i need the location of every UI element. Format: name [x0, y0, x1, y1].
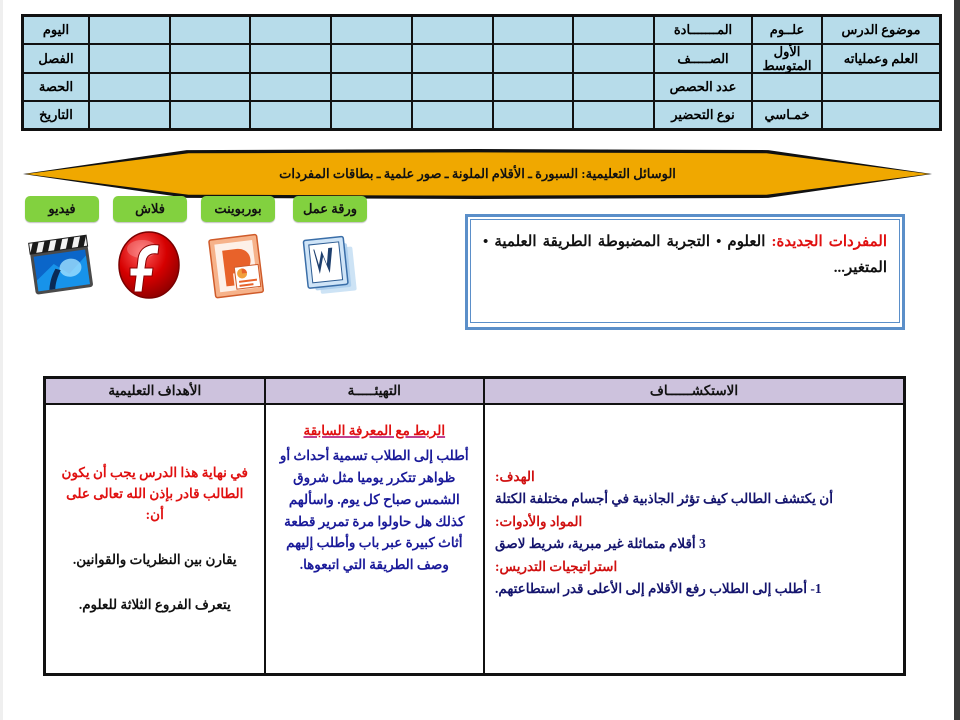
table-row	[45, 404, 905, 675]
info-blank-cell[interactable]	[493, 16, 574, 45]
new-vocabulary-body: العلوم • التجربة المضبوطة الطريقة العلمية • المتغير...	[483, 234, 887, 277]
info-blank-cell[interactable]	[573, 101, 654, 130]
info-blank-cell[interactable]	[89, 44, 170, 73]
info-label-subject: المـــــــادة	[654, 16, 752, 45]
exploration-goal-text: أن يكتشف الطالب كيف تؤثر الجاذبية في أجسام مختلفة الكتلة	[495, 490, 833, 506]
info-blank-cell[interactable]	[250, 73, 331, 101]
info-value-periods-extra[interactable]	[822, 73, 941, 101]
header-learning-objectives: الأهداف التعليمية	[45, 378, 265, 405]
exploration-goal-label: الهدف:	[495, 469, 535, 484]
info-value-prep-extra[interactable]	[822, 101, 941, 130]
new-vocabulary-label: المفردات الجديدة:	[771, 234, 887, 250]
media-item-flash	[111, 196, 187, 301]
media-item-video	[23, 196, 99, 301]
info-blank-cell[interactable]	[89, 16, 170, 45]
info-value-periods[interactable]	[752, 73, 822, 101]
info-blank-cell[interactable]	[493, 73, 574, 101]
info-blank-cell[interactable]	[493, 44, 574, 73]
info-blank-cell[interactable]	[412, 16, 493, 45]
flash-button[interactable]: فلاش	[113, 196, 187, 222]
info-label-prep-type: نوع التحضير	[654, 101, 752, 130]
powerpoint-icon[interactable]	[199, 229, 275, 301]
lesson-info-table	[21, 14, 942, 131]
table-row	[23, 73, 941, 101]
teaching-aids-banner	[23, 148, 932, 200]
objective-item-1: يقارن بين النظريات والقوانين.	[72, 551, 237, 567]
new-vocabulary-inner	[470, 219, 900, 323]
media-item-worksheet	[291, 196, 367, 301]
objectives-intro: في نهاية هذا الدرس يجب أن يكون الطالب قادر بإذن الله تعالى على أن:	[61, 465, 248, 522]
info-value-subject-topic: موضوع الدرس	[822, 16, 941, 45]
info-blank-cell[interactable]	[412, 73, 493, 101]
info-value-prep-type: خمـاسي	[752, 101, 822, 130]
exploration-content	[495, 467, 893, 600]
preparation-heading: الربط مع المعرفة السابقة	[303, 423, 446, 438]
new-vocabulary-text	[483, 229, 887, 282]
info-label-periods: عدد الحصص	[654, 73, 752, 101]
exploration-materials-text: 3 أقلام متماثلة غير مبرية، شريط لاصق	[495, 535, 706, 551]
info-blank-cell[interactable]	[573, 16, 654, 45]
info-value-lesson-title: العلم وعملياته	[822, 44, 941, 73]
info-blank-cell[interactable]	[170, 16, 251, 45]
info-blank-cell[interactable]	[331, 101, 412, 130]
info-blank-cell[interactable]	[331, 16, 412, 45]
info-blank-cell[interactable]	[331, 44, 412, 73]
info-blank-cell[interactable]	[493, 101, 574, 130]
info-label-period: الحصة	[23, 73, 90, 101]
exploration-strategies-label: استراتيجيات التدريس:	[495, 558, 618, 574]
info-blank-cell[interactable]	[250, 44, 331, 73]
exploration-materials-label: المواد والأدوات:	[495, 513, 583, 529]
lesson-plan-table-wrapper	[43, 376, 906, 676]
cell-preparation[interactable]	[265, 404, 485, 675]
info-blank-cell[interactable]	[412, 44, 493, 73]
preparation-body: أطلب إلى الطلاب تسمية أحداث أو ظواهر تتكرر يوميا مثل شروق الشمس صباح كل يوم. واسألهم كذلك هل حاولوا مرة تمرير قطعة أثاث كبيرة عبر باب وأطلب إليهم وصف الطريقة التي اتبعوها.	[279, 447, 469, 573]
word-document-icon[interactable]	[291, 229, 367, 301]
video-clapperboard-icon[interactable]	[23, 229, 99, 301]
info-label-day: اليوم	[23, 16, 90, 45]
powerpoint-button[interactable]: بوربوينت	[201, 196, 275, 222]
table-row	[23, 16, 941, 45]
info-blank-cell[interactable]	[573, 73, 654, 101]
info-label-class: الفصل	[23, 44, 90, 73]
worksheet-button[interactable]: ورقة عمل	[293, 196, 367, 222]
table-row	[23, 44, 941, 73]
header-exploration: الاستكشــــــاف	[484, 378, 904, 405]
lesson-plan-table	[43, 376, 906, 676]
info-value-grade: الأول المتوسط	[752, 44, 822, 73]
teaching-aids-banner-text: الوسائل التعليمية: السبورة ـ الأقلام الملونة ـ صور علمية ـ بطاقات المفردات	[279, 166, 676, 181]
info-label-date: التاريخ	[23, 101, 90, 130]
table-row	[23, 101, 941, 130]
info-blank-cell[interactable]	[250, 101, 331, 130]
objectives-content	[56, 463, 254, 616]
info-blank-cell[interactable]	[331, 73, 412, 101]
flash-player-icon[interactable]	[111, 229, 187, 301]
new-vocabulary-box	[465, 214, 905, 330]
cell-learning-objectives[interactable]	[45, 404, 265, 675]
info-label-grade: الصـــــف	[654, 44, 752, 73]
cell-exploration[interactable]	[484, 404, 904, 675]
exploration-strategy-item: 1- أطلب إلى الطلاب رفع الأقلام إلى الأعلى قدر استطاعتهم.	[495, 580, 822, 596]
table-header-row	[45, 378, 905, 405]
info-blank-cell[interactable]	[170, 101, 251, 130]
media-item-powerpoint	[199, 196, 275, 301]
objective-item-2: يتعرف الفروع الثلاثة للعلوم.	[78, 596, 231, 612]
info-blank-cell[interactable]	[250, 16, 331, 45]
info-blank-cell[interactable]	[170, 44, 251, 73]
info-blank-cell[interactable]	[89, 73, 170, 101]
video-button[interactable]: فيديو	[25, 196, 99, 222]
header-preparation: التهيئـــــة	[265, 378, 485, 405]
lesson-info-table-wrapper	[21, 14, 942, 131]
info-blank-cell[interactable]	[89, 101, 170, 130]
info-blank-cell[interactable]	[412, 101, 493, 130]
info-blank-cell[interactable]	[573, 44, 654, 73]
info-value-subject: علــوم	[752, 16, 822, 45]
info-blank-cell[interactable]	[170, 73, 251, 101]
preparation-content	[276, 421, 474, 576]
